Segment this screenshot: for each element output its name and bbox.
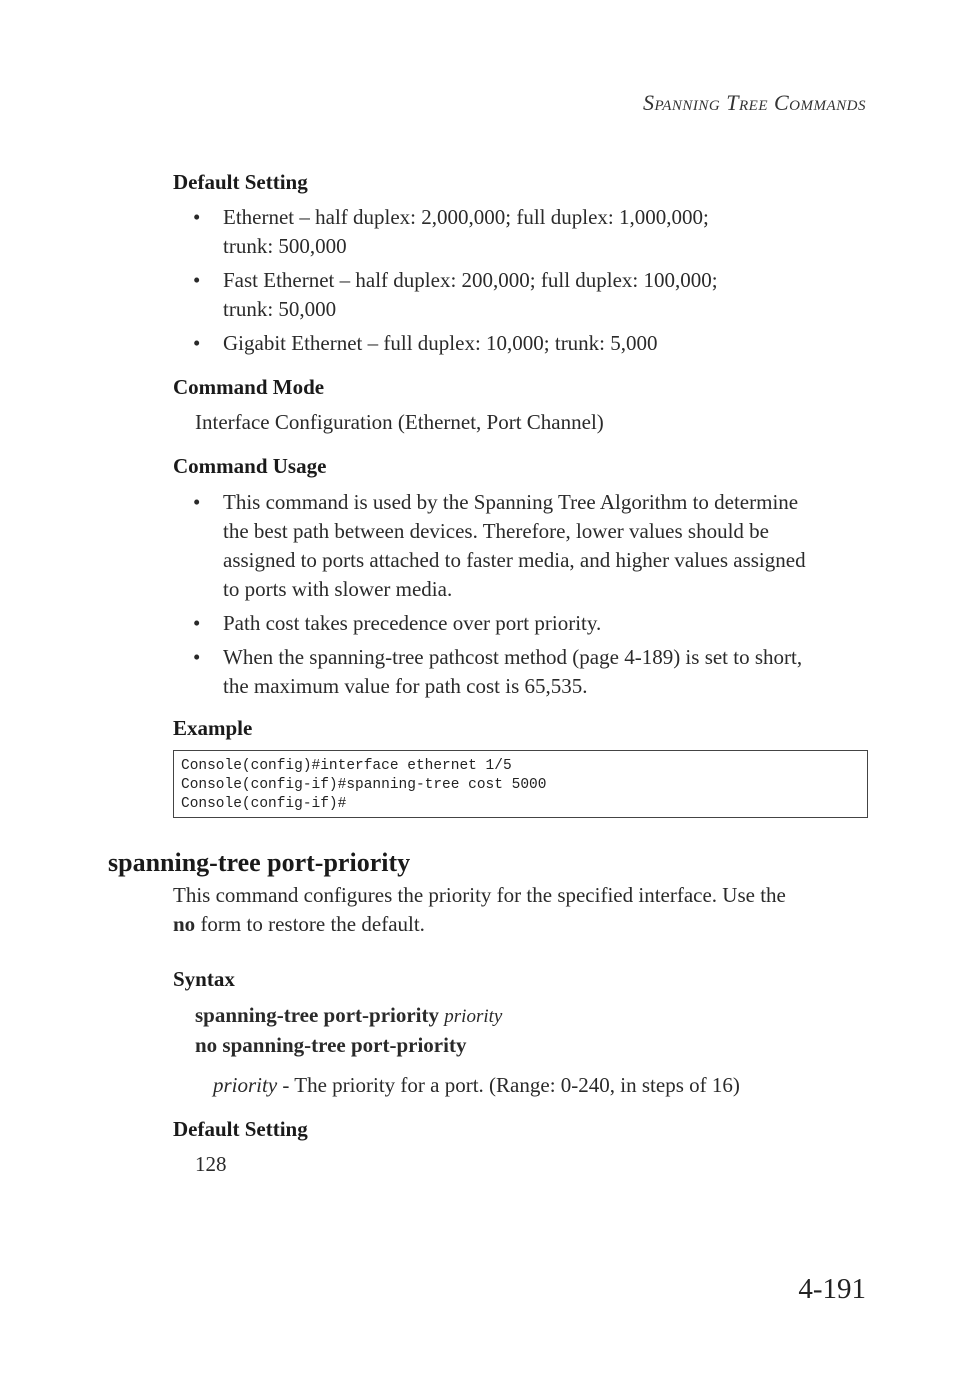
code-line: Console(config)#interface ethernet 1/5 bbox=[181, 758, 512, 774]
default-setting-heading: Default Setting bbox=[173, 170, 308, 194]
list-item: • This command is used by the Spanning Tree Algorithm to determine the best path between devices. Therefore, lower values should be assigned to ports attached to faster media, and higher values assigned to ports with slower media. bbox=[193, 490, 806, 601]
no-keyword: no bbox=[173, 912, 196, 936]
syntax-commands bbox=[195, 1001, 502, 1060]
code-line: Console(config-if)# bbox=[181, 796, 347, 812]
default-setting-value: 128 bbox=[195, 1152, 227, 1176]
default-setting-list bbox=[173, 203, 893, 363]
section-intro: This command configures the priority for the specified interface. Use the no form to restore the default. bbox=[173, 883, 786, 936]
code-line: Console(config-if)#spanning-tree cost 5000 bbox=[181, 777, 547, 793]
list-item: • Path cost takes precedence over port priority. bbox=[193, 611, 602, 635]
list-item: • When the spanning-tree pathcost method (page 4-189) is set to short, the maximum value for path cost is 65,535. bbox=[193, 645, 803, 698]
command-usage-heading: Command Usage bbox=[173, 454, 327, 478]
command-mode-heading: Command Mode bbox=[173, 375, 325, 399]
command-mode-text: Interface Configuration (Ethernet, Port Channel) bbox=[195, 410, 604, 434]
parameter-description: priority - The priority for a port. (Range: 0-240, in steps of 16) bbox=[213, 1073, 740, 1097]
syntax-command: spanning-tree port-priority bbox=[195, 1003, 440, 1027]
parameter-name: priority bbox=[213, 1073, 278, 1097]
command-usage-list bbox=[173, 488, 893, 706]
running-header: Spanning Tree Commands bbox=[643, 90, 866, 115]
list-item: • Fast Ethernet – half duplex: 200,000; full duplex: 100,000; trunk: 50,000 bbox=[193, 268, 718, 321]
section-title: spanning-tree port-priority bbox=[108, 848, 411, 877]
syntax-heading: Syntax bbox=[173, 967, 235, 991]
list-item: • Ethernet – half duplex: 2,000,000; full duplex: 1,000,000; trunk: 500,000 bbox=[193, 205, 709, 258]
syntax-command-no: no spanning-tree port-priority bbox=[195, 1033, 467, 1057]
example-heading: Example bbox=[173, 716, 253, 740]
code-example bbox=[173, 750, 868, 818]
list-item: • Gigabit Ethernet – full duplex: 10,000; trunk: 5,000 bbox=[193, 331, 658, 355]
default-setting-heading-2: Default Setting bbox=[173, 1117, 308, 1141]
page-number: 4-191 bbox=[798, 1273, 866, 1305]
syntax-parameter: priority bbox=[444, 1006, 503, 1027]
